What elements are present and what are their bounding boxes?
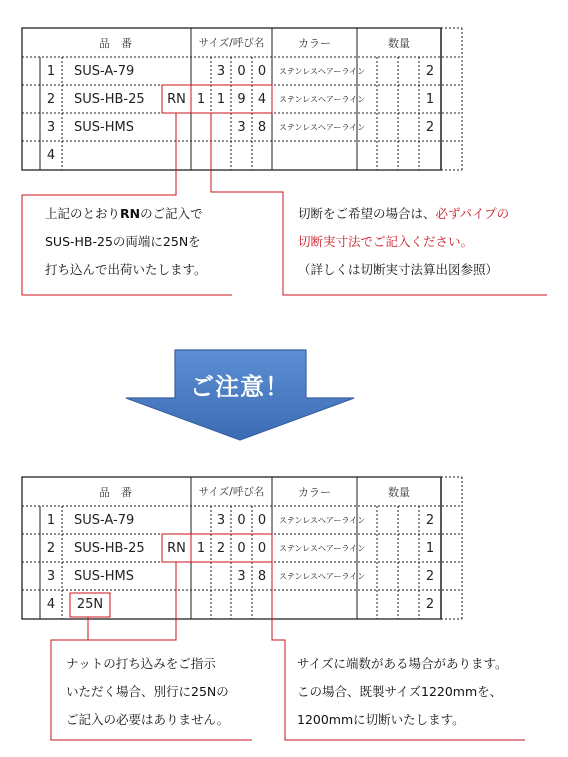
callout-fraction-note (297, 650, 508, 734)
header-item: 品 番 (99, 36, 132, 50)
row-number: 1 (46, 512, 56, 528)
size-digit: 1 (216, 91, 226, 107)
callout-text: のご記入で (140, 206, 203, 221)
size-digit: 3 (216, 63, 226, 79)
header-qty: 数量 (388, 485, 410, 499)
size-digit: 0 (237, 512, 246, 528)
qty-value: 1 (425, 540, 435, 556)
row-number: 4 (46, 596, 56, 612)
header-color: カラー (298, 36, 331, 50)
order-table-1 (0, 28, 568, 170)
callout-line: ナットの打ち込みをご指示 (66, 656, 216, 671)
callout-line: ご記入の必要はありません。 (66, 712, 230, 727)
qty-value: 2 (425, 63, 435, 79)
callout-nut-note (66, 650, 229, 734)
color-value: ステンレスヘアーライン (279, 122, 366, 132)
header-color: カラー (298, 485, 331, 499)
row-number: 2 (46, 540, 56, 556)
callout-line: SUS-HB-25の両端に25Nを (45, 234, 201, 249)
callout-line: 打ち込んで出荷いたします。 (45, 262, 207, 277)
qty-value: 1 (425, 91, 435, 107)
size-digit: 0 (257, 512, 267, 528)
item-code: SUS-HB-25 (74, 540, 145, 556)
item-code: SUS-A-79 (74, 63, 135, 79)
size-digit: 3 (237, 568, 246, 584)
callout-text-bold: RN (120, 206, 141, 221)
item-code: SUS-HMS (74, 568, 134, 584)
callout-line: いただく場合、別行に25Nの (66, 684, 229, 699)
qty-value: 2 (425, 512, 435, 528)
color-value: ステンレスヘアーライン (279, 66, 366, 76)
item-code: SUS-A-79 (74, 512, 135, 528)
size-digit: 8 (257, 119, 267, 135)
size-digit: 1 (196, 540, 206, 556)
row-number: 1 (46, 63, 56, 79)
rn-mark: RN (167, 540, 186, 556)
color-value: ステンレスヘアーライン (279, 94, 366, 104)
qty-value: 2 (425, 119, 435, 135)
size-digit: 0 (237, 540, 246, 556)
caution-banner-text: ご注意！ (190, 373, 290, 401)
header-size: サイズ/呼び名 (198, 37, 265, 49)
size-digit: 0 (257, 540, 267, 556)
item-code: SUS-HMS (74, 119, 134, 135)
callout-line: この場合、既製サイズ1220mmを、 (297, 684, 503, 699)
size-digit: 2 (216, 540, 226, 556)
size-digit: 3 (216, 512, 226, 528)
callout-line: （詳しくは切断実寸法算出図参照） (298, 262, 499, 277)
size-digit: 8 (257, 568, 267, 584)
callout-line: 切断実寸法でご記入ください。 (298, 234, 474, 249)
callout-line: 1200mmに切断いたします。 (297, 712, 465, 727)
order-table-2 (0, 477, 568, 619)
callout-line (45, 200, 207, 228)
qty-value: 2 (425, 596, 435, 612)
callout-text: 切断をご希望の場合は、 (298, 206, 436, 221)
item-code: SUS-HB-25 (74, 91, 145, 107)
rn-mark: RN (167, 91, 186, 107)
qty-value: 2 (425, 568, 435, 584)
color-value: ステンレスヘアーライン (279, 515, 366, 525)
callout-line: サイズに端数がある場合があります。 (297, 656, 508, 671)
row-number: 4 (46, 147, 56, 163)
callout-text: 上記のとおり (45, 206, 121, 221)
callout-text-red: 必ずパイプの (435, 206, 510, 221)
row-number: 2 (46, 91, 56, 107)
size-digit: 1 (196, 91, 206, 107)
row-number: 3 (46, 568, 56, 584)
header-size: サイズ/呼び名 (198, 486, 265, 498)
header-item: 品 番 (99, 485, 132, 499)
size-digit: 3 (237, 119, 246, 135)
size-digit: 4 (257, 91, 267, 107)
size-digit: 0 (257, 63, 267, 79)
color-value: ステンレスヘアーライン (279, 571, 366, 581)
item-code: 25N (76, 596, 104, 612)
row-number: 3 (46, 119, 56, 135)
color-value: ステンレスヘアーライン (279, 543, 366, 553)
callout-rn-note (45, 200, 207, 284)
size-digit: 9 (237, 91, 246, 107)
size-digit: 0 (237, 63, 246, 79)
header-qty: 数量 (388, 36, 410, 50)
callout-cut-note (298, 200, 509, 284)
callout-line (298, 200, 509, 228)
